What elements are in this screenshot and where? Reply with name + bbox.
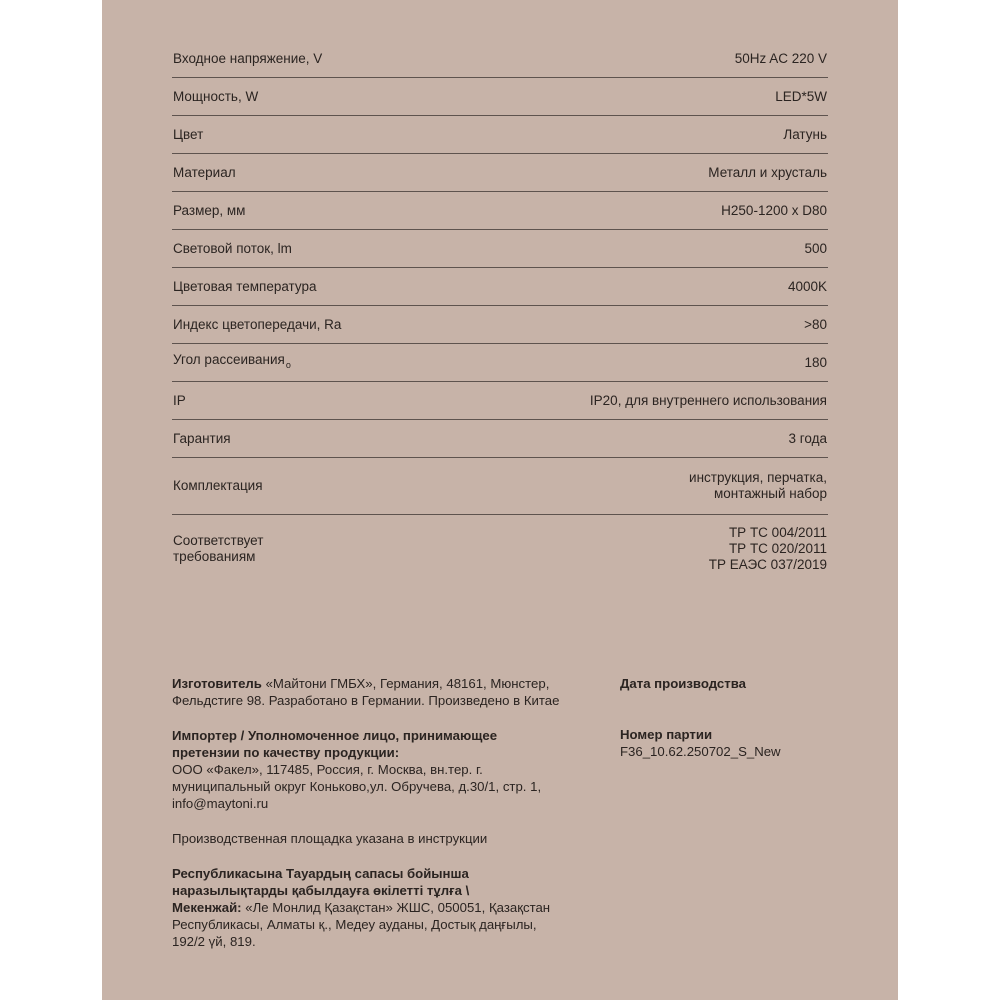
spec-label: Световой поток, lm [173,240,292,256]
spec-value: 4000K [787,278,827,294]
spec-label-line: Соответствует [173,533,264,548]
spec-label: Входное напряжение, V [173,50,323,66]
importer-title: претензии по качеству продукции: [172,745,400,760]
spec-row-warranty [172,420,828,458]
lot-block [620,726,850,760]
importer-text: ООО «Факел», 117485, Россия, г. Москва, вн.тер. г. [172,762,483,777]
spec-table [172,40,828,591]
spec-row-color-temperature [172,268,828,306]
spec-row-cri [172,306,828,344]
spec-value-line: ТР ЕАЭС 037/2019 [708,557,827,572]
spec-value-line: инструкция, перчатка, [689,470,827,485]
spec-value: 50Hz AC 220 V [734,50,827,66]
kz-representative-block [172,865,592,950]
production-site-note: Производственная площадка указана в инструкции [172,831,488,846]
kz-title: наразылықтарды қабылдауға өкілетті тұлға \ [172,883,470,898]
spec-value: Латунь [783,126,827,142]
spec-value [709,525,828,573]
manufacturer-text: Фельдстиге 98. Разработано в Германии. Произведено в Китае [172,693,560,708]
spec-row-color [172,116,828,154]
spec-row-voltage [172,40,828,78]
spec-label: Материал [173,164,236,180]
degree-mark: о [285,360,291,370]
spec-value: LED*5W [775,88,827,104]
spec-label-text: Угол рассеивания [173,352,285,367]
manufacturer-title: Изготовитель [172,676,262,691]
spec-label: Цвет [173,126,204,142]
spec-value: IP20, для внутреннего использования [589,392,827,408]
lot-label: Номер партии [620,727,713,742]
spec-row-beam-angle [172,344,828,382]
importer-text: муниципальный округ Коньково,ул. Обручева, д.30/1, стр. 1, [172,779,542,794]
spec-value: >80 [804,316,827,332]
spec-row-size [172,192,828,230]
manufacturer-text: «Майтони ГМБХ», Германия, 48161, Мюнстер, [261,676,550,691]
spec-value: 500 [804,240,827,256]
spec-row-power [172,78,828,116]
importer-title: Импортер / Уполномоченное лицо, принимающее [172,728,498,743]
spec-label [172,533,263,565]
spec-value: H250-1200 x D80 [721,202,827,218]
production-date-label: Дата производства [620,676,746,691]
spec-value-line: ТР ТС 004/2011 [728,525,827,540]
spec-label [172,352,291,373]
spec-value: 3 года [788,430,827,446]
lot-value: F36_10.62.250702_S_New [620,744,781,759]
spec-card [102,0,898,1000]
spec-label: IP [173,392,186,408]
spec-value: 180 [804,354,827,370]
spec-label: Цветовая температура [173,278,317,294]
spec-row-compliance [172,515,828,591]
spec-value: Металл и хрусталь [708,164,827,180]
production-info [620,675,850,760]
spec-row-material [172,154,828,192]
kz-address-label: Мекенжай: [172,900,242,915]
spec-row-ip [172,382,828,420]
spec-value-line: монтажный набор [714,486,827,501]
spec-label: Размер, мм [173,202,246,218]
kz-text: Республикасы, Алматы қ., Медеу ауданы, Достық даңғылы, [172,917,537,932]
kz-text: 192/2 үй, 819. [172,934,256,949]
spec-label: Индекс цветопередачи, Ra [173,316,342,332]
legal-info [172,675,592,968]
importer-block [172,727,592,812]
spec-row-luminous-flux [172,230,828,268]
spec-label: Комплектация [173,478,263,493]
spec-row-package [172,458,828,515]
kz-title: Республикасына Тауардың сапасы бойынша [172,866,469,881]
spec-label: Гарантия [173,430,231,446]
manufacturer-block [172,675,592,709]
kz-text: «Ле Монлид Қазақстан» ЖШС, 050051, Қазақстан [241,900,551,915]
spec-value [689,470,828,502]
spec-label-line: требованиям [173,549,256,564]
importer-email: info@maytoni.ru [172,796,269,811]
spec-value-line: ТР ТС 020/2011 [728,541,827,556]
spec-label: Мощность, W [173,88,259,104]
